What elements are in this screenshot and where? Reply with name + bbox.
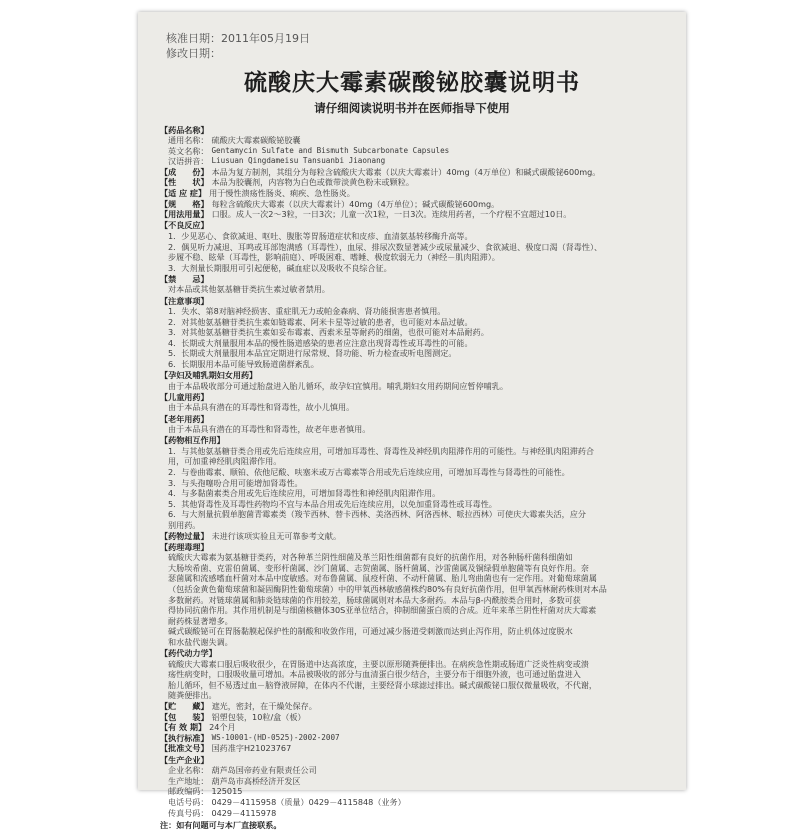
revision-date: 修改日期： <box>166 47 221 60</box>
composition-value: 本品为复方制剂，其组分为每粒含硫酸庆大霉素（以庆大霉素计）40mg（4万单位）和碱式碳酸铋600mg。 <box>211 166 601 177</box>
pharmacokinetics-heading: 【药代动力学】 <box>160 648 217 659</box>
manufacturer-value: 0429－4115978 <box>211 807 277 818</box>
leaflet-body <box>160 124 670 831</box>
validity-row <box>160 722 670 733</box>
adverse-line: 1．少见恶心、食欲减退、呕吐、腹胀等胃肠道症状和皮疹、血清氨基转移酶升高等。 <box>168 230 473 241</box>
precautions-line: 5．长期或大剂量服用本品宜定期进行尿常规、肾功能、听力检查或听电图测定。 <box>168 348 457 359</box>
manufacturer-value: 葫芦岛国帝药业有限责任公司 <box>211 765 317 776</box>
interactions-line: 2．与卷曲霉素、顺铂、依他尼酸、呋塞米或万古霉素等合用或先后连续应用，可增加耳毒性与肾毒性的可能性。 <box>168 467 570 477</box>
pharmacology-line: 瑟菌属和流感嗜血杆菌对本品中度敏感。对布鲁菌属、鼠疫杆菌、不动杆菌属、胎儿弯曲菌也有一定作用。对葡萄球菌属 <box>168 573 597 584</box>
manufacturer-row <box>160 808 670 819</box>
approval-label: 【批准文号】 <box>160 743 209 754</box>
pregnancy-heading: 【孕妇及哺乳期妇女用药】 <box>160 370 258 381</box>
generic-name-value: 硫酸庆大霉素碳酸铋胶囊 <box>211 135 301 146</box>
strength-label: 【规 格】 <box>160 198 209 209</box>
manufacturer-value: 0429－4115958（质量）0429－4115848（业务） <box>211 796 406 807</box>
manufacturer-value: 125015 <box>211 786 243 797</box>
approval-date: 核准日期：2011年05月19日 <box>166 32 310 45</box>
approval-row <box>160 743 670 754</box>
manufacturer-label: 传真号码： <box>168 807 209 818</box>
storage-value: 遮光，密封，在干燥处保存。 <box>211 701 317 712</box>
strength-value: 每粒含硫酸庆大霉素（以庆大霉素计）40mg（4万单位）；碱式碳酸铋600mg。 <box>211 198 500 209</box>
drug-name-heading: 【药品名称】 <box>160 124 209 135</box>
contact-note: 注：如有问题可与本厂直接联系。 <box>160 820 282 831</box>
english-name-value: Gentamycin Sulfate and Bismuth Subcarbonate Capsules <box>211 145 450 155</box>
precautions-line: 6．长期服用本品可能导致肠道菌群紊乱。 <box>168 359 319 370</box>
indications-value: 用于慢性溃疡性肠炎、痢疾、急性肠炎。 <box>209 188 355 199</box>
overdose-value: 未进行该项实验且无可靠参考文献。 <box>211 530 342 541</box>
elderly-line: 由于本品具有潜在的耳毒性和肾毒性，故老年患者慎用。 <box>168 424 371 435</box>
appearance-label: 【性 状】 <box>160 177 209 188</box>
precautions-line: 2．对其他氨基糖苷类抗生素如链霉素、阿米卡星等过敏的患者，也可能对本品过敏。 <box>168 316 473 327</box>
contraindications-line: 对本品或其他氨基糖苷类抗生素过敏者禁用。 <box>168 284 330 295</box>
pinyin-name-value: Liusuan Qingdameisu Tansuanbi Jiaonang <box>211 156 386 166</box>
precautions-line: 1．失水、第8对脑神经损害、重症肌无力或帕金森病、肾功能损害患者慎用。 <box>168 306 446 317</box>
pinyin-name-label: 汉语拼音： <box>168 156 209 167</box>
manufacturer-label: 电话号码： <box>168 796 209 807</box>
manufacturer-heading: 【生产企业】 <box>160 754 209 765</box>
adverse-line: 3．大剂量长期服用可引起便秘，碱血症以及吸收不良综合征。 <box>168 262 392 273</box>
precautions-line: 4．长期或大剂量服用本品的慢性肠道感染的患者应注意出现肾毒性或耳毒性的可能。 <box>168 337 473 348</box>
elderly-heading: 【老年用药】 <box>160 413 209 424</box>
manufacturer-label: 企业名称： <box>168 765 209 776</box>
pharmacology-line: 碱式碳酸铋可在胃肠黏膜起保护性的制酸和收敛作用，可通过减少肠道受刺激而达到止泻作用，防止机体过度脱水 <box>168 626 573 637</box>
pharmacology-line: 耐药株显著增多。 <box>168 615 233 626</box>
pharmacology-line: （包括金黄色葡萄球菌和凝固酶阴性葡萄球菌）中的甲氧西林敏感菌株约80%有良好抗菌作用，但甲氧西林耐药株则对本品 <box>168 584 607 595</box>
composition-label: 【成 份】 <box>160 166 209 177</box>
appearance-value: 本品为胶囊剂，内容物为白色或微带淡黄色粉末或颗粒。 <box>211 177 414 188</box>
pharmacology-line: 大肠埃希菌、克雷伯菌属、变形杆菌属、沙门菌属、志贺菌属、肠杆菌属、沙雷菌属及铜绿假单胞菌等有良好作用。奈 <box>168 562 589 573</box>
document-subtitle: 请仔细阅读说明书并在医师指导下使用 <box>314 101 510 115</box>
interactions-line: 别用药。 <box>168 519 201 530</box>
precautions-line: 3．对其他氨基糖苷类抗生素如妥布霉素、西索米星等耐药的细菌，也很可能对本品耐药。 <box>168 327 489 338</box>
strength-row <box>160 199 670 210</box>
validity-label: 【有 效 期】 <box>160 722 207 733</box>
standard-label: 【执行标准】 <box>160 732 209 743</box>
validity-value: 24个月 <box>209 722 236 733</box>
pinyin-name-row <box>160 156 670 167</box>
manufacturer-row <box>160 786 670 797</box>
overdose-row <box>160 531 670 542</box>
interactions-heading: 【药物相互作用】 <box>160 435 225 446</box>
pharmacokinetics-line: 胎儿循环，但不易透过血－脑脊液屏障，在体内不代谢，主要经肾小球滤过排出。碱式碳酸铋口服仅微量吸收，不代谢， <box>168 679 597 690</box>
pharmacology-line: 和水盐代谢失调。 <box>168 637 233 647</box>
dosage-row <box>160 209 670 220</box>
package-value: 铝塑包装，10粒/盒（板） <box>211 711 306 722</box>
indications-row <box>160 188 670 199</box>
standard-value: WS-10001-(HD-0525)-2002-2007 <box>211 732 340 742</box>
manufacturer-label: 生产地址： <box>168 775 209 786</box>
pharmacology-line: 得协同抗菌作用。其作用机制是与细菌核糖体30S亚单位结合，抑制细菌蛋白质的合成。近年来革兰阴性杆菌对庆大霉素 <box>168 605 597 616</box>
document-title: 硫酸庆大霉素碳酸铋胶囊说明书 <box>244 70 580 96</box>
contraindications-heading: 【禁 忌】 <box>160 273 209 284</box>
overdose-label: 【药物过量】 <box>160 530 209 541</box>
pregnancy-line: 由于本品吸收部分可通过胎盘进入胎儿循环，故孕妇宜慎用。哺乳期妇女用药期间应暂停哺乳。 <box>168 380 508 391</box>
manufacturer-row <box>160 765 670 776</box>
interactions-line: 5．其他肾毒性及耳毒性药物均不宜与本品合用或先后连续应用，以免加重肾毒性或耳毒性。 <box>168 498 497 509</box>
generic-name-row <box>160 135 670 146</box>
package-row <box>160 712 670 723</box>
composition-row <box>160 167 670 178</box>
english-name-label: 英文名称： <box>168 145 209 156</box>
adverse-line: 2．偶见听力减退、耳鸣或耳部饱满感（耳毒性），血尿、排尿次数显著减少或尿量减少、食欲减退、极度口渴（肾毒性）、 <box>168 241 603 252</box>
precautions-heading: 【注意事项】 <box>160 295 209 306</box>
standard-row <box>160 733 670 744</box>
generic-name-label: 通用名称： <box>168 135 209 146</box>
manufacturer-value: 葫芦岛市高桥经济开发区 <box>211 775 301 786</box>
manufacturer-row <box>160 797 670 808</box>
storage-row <box>160 701 670 712</box>
children-heading: 【儿童用药】 <box>160 391 209 402</box>
adverse-reactions-heading: 【不良反应】 <box>160 220 209 231</box>
manufacturer-row <box>160 776 670 787</box>
pharmacokinetics-line: 疡性病变时，口服吸收量可增加。本品被吸收的部分与血清蛋白很少结合，主要分布于细胞外液，也可通过胎盘进入 <box>168 669 581 680</box>
dosage-value: 口服。成人一次2～3粒，一日3次；儿童一次1粒，一日3次。连续用药者，一个疗程不宜超过10日。 <box>211 209 572 220</box>
interactions-line: 3．与头孢噻吩合用可能增加肾毒性。 <box>168 477 303 488</box>
package-label: 【包 装】 <box>160 711 209 722</box>
storage-label: 【贮 藏】 <box>160 701 209 712</box>
interactions-line: 用，可加重神经肌肉阻滞作用。 <box>168 456 282 467</box>
pharmacology-line: 多数耐药。对链球菌属和肺炎链球菌的作用较差，肠球菌属则对本品大多耐药。本品与β-内酰胺类合用时，多数可获 <box>168 594 581 605</box>
pharmacology-heading: 【药理毒理】 <box>160 541 209 552</box>
instruction-leaflet <box>138 12 686 831</box>
children-line: 由于本品具有潜在的耳毒性和肾毒性，故小儿慎用。 <box>168 402 355 413</box>
adverse-line: 步履不稳、眩晕（耳毒性，影响前庭）、呼吸困难、嗜睡、极度软弱无力（神经－肌肉阻滞）。 <box>168 252 500 263</box>
interactions-line: 6．与大剂量抗假单胞菌青霉素类（羧苄西林、替卡西林、美洛西林、阿洛西林、哌拉西林）可使庆大霉素失活，应分 <box>168 509 586 520</box>
interactions-line: 4．与多黏菌素类合用或先后连续应用，可增加肾毒性和神经肌肉阻滞作用。 <box>168 488 441 499</box>
approval-value: 国药准字H21023767 <box>211 743 292 754</box>
indications-label: 【适 应 症】 <box>160 188 207 199</box>
english-name-row <box>160 146 670 157</box>
dosage-label: 【用法用量】 <box>160 209 209 220</box>
interactions-line: 1．与其他氨基糖苷类合用或先后连续应用，可增加耳毒性、肾毒性及神经肌肉阻滞作用的可能性。与神经肌肉阻滞药合 <box>168 445 595 456</box>
pharmacokinetics-line: 随粪便排出。 <box>168 690 217 701</box>
pharmacology-line: 硫酸庆大霉素为氨基糖苷类药，对各种革兰阴性细菌及革兰阳性细菌都有良好的抗菌作用，对各种肠杆菌科细菌如 <box>168 552 573 563</box>
appearance-row <box>160 177 670 188</box>
manufacturer-label: 邮政编码： <box>168 786 209 797</box>
pharmacokinetics-line: 硫酸庆大霉素口服后吸收很少，在胃肠道中达高浓度，主要以原形随粪便排出。在病疾急性期或肠道广泛炎性病变或溃 <box>168 658 589 669</box>
